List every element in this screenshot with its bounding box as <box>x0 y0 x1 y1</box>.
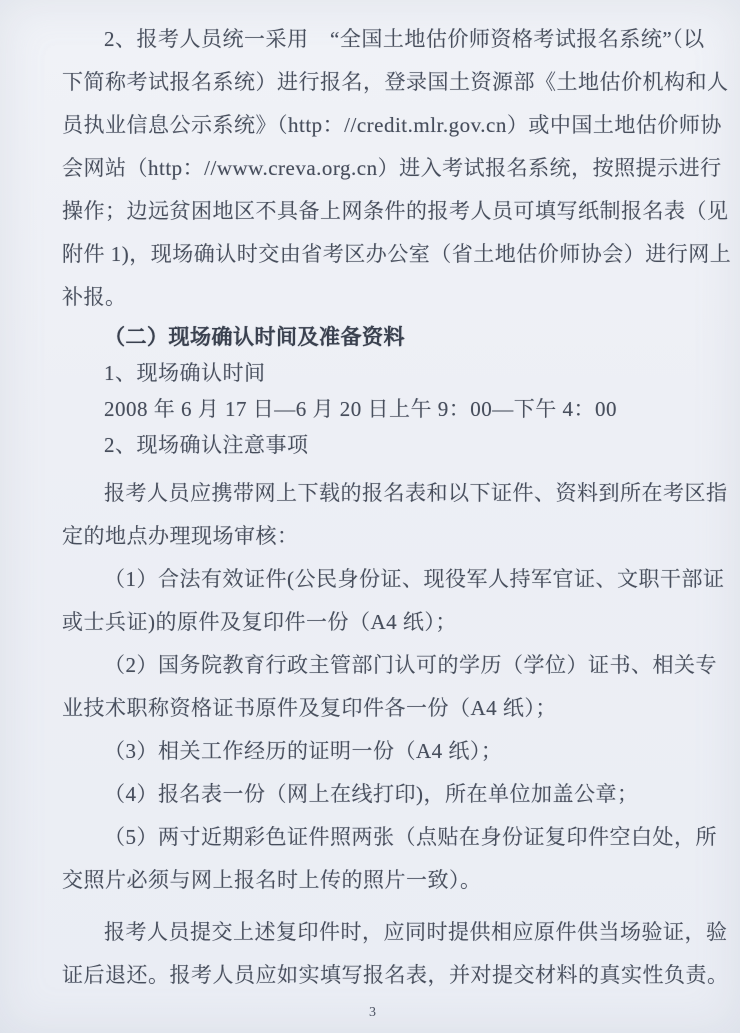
text-line: 交照片必须与网上报名时上传的照片一致）。 <box>62 868 482 892</box>
text-line: 下简称考试报名系统）进行报名，登录国土资源部《土地估价机构和人 <box>62 70 729 94</box>
text-line: 会网站（http：//www.creva.org.cn）进入考试报名系统，按照提示进行 <box>62 156 722 180</box>
section-heading: （二）现场确认时间及准备资料 <box>104 325 405 349</box>
text-line: 业技术职称资格证书原件及复印件各一份（A4 纸）； <box>62 696 557 720</box>
text-line: 证后退还。报考人员应如实填写报名表，并对提交材料的真实性负责。 <box>62 963 729 987</box>
text-line: 附件 1)，现场确认时交由省考区办公室（省土地估价师协会）进行网上 <box>62 242 732 266</box>
text-line: （2）国务院教育行政主管部门认可的学历（学位）证书、相关专 <box>104 653 717 677</box>
text-line: （4）报名表一份（网上在线打印)，所在单位加盖公章； <box>104 782 639 806</box>
text-line: 员执业信息公示系统》（http：//credit.mlr.gov.cn）或中国土地估价师协 <box>62 113 722 137</box>
text-line: 报考人员应携带网上下载的报名表和以下证件、资料到所在考区指 <box>104 481 728 505</box>
text-line: 2、现场确认注意事项 <box>104 433 309 457</box>
text-line: （3）相关工作经历的证明一份（A4 纸）； <box>104 739 503 763</box>
document-body <box>62 18 732 997</box>
text-line: 或士兵证)的原件及复印件一份（A4 纸）； <box>62 610 457 634</box>
page-number: 3 <box>369 1005 377 1020</box>
text-line: 报考人员提交上述复印件时，应同时提供相应原件供当场验证，验 <box>104 920 728 944</box>
text-line: 2、报考人员统一采用 “全国土地估价师资格考试报名系统”（以 <box>104 27 705 51</box>
text-line: 操作；边远贫困地区不具备上网条件的报考人员可填写纸制报名表（见 <box>62 199 729 223</box>
text-line: （5）两寸近期彩色证件照两张（点贴在身份证复印件空白处，所 <box>104 825 717 849</box>
text-line: 2008 年 6 月 17 日—6 月 20 日上午 9：00—下午 4：00 <box>104 397 617 421</box>
text-line: 补报。 <box>62 285 127 309</box>
text-line: 定的地点办理现场审核： <box>62 524 299 548</box>
text-line: 1、现场确认时间 <box>104 361 266 385</box>
text-line: （1）合法有效证件(公民身份证、现役军人持军官证、文职干部证 <box>104 567 725 591</box>
